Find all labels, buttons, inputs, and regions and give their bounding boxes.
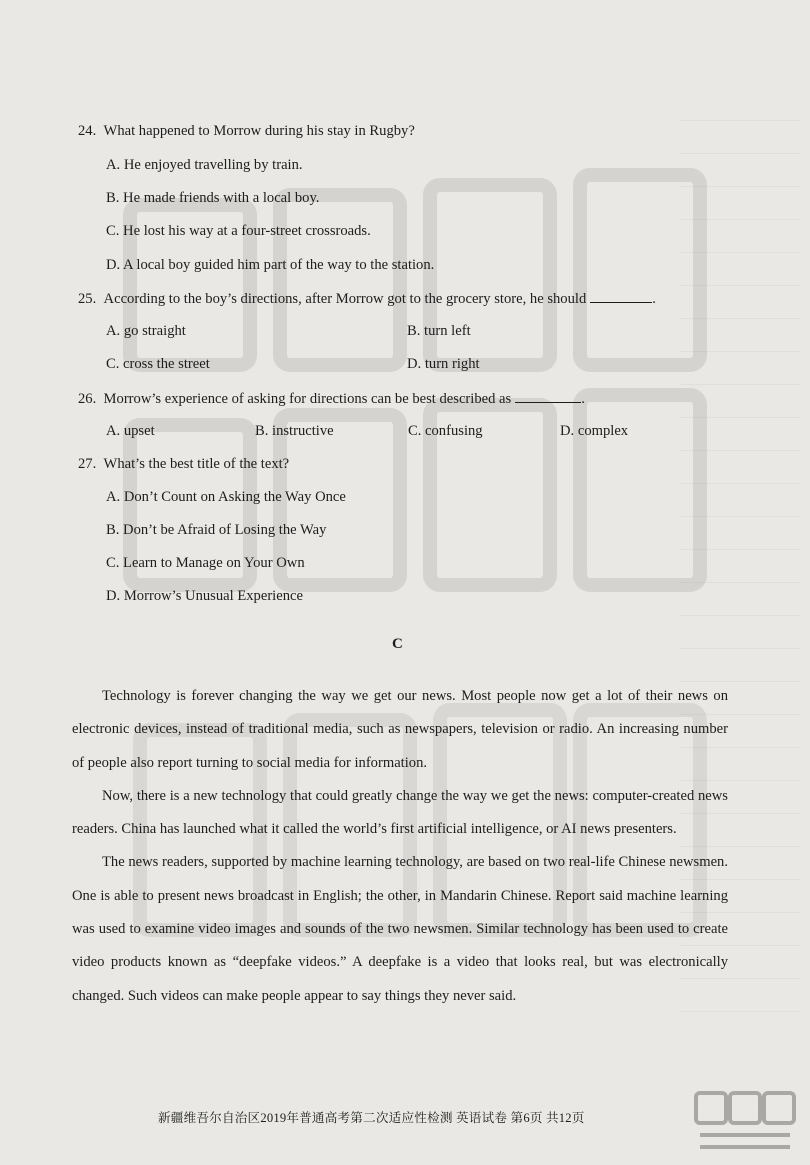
question-25-option-a: A. go straight [106, 323, 186, 339]
question-26: 26. Morrow’s experience of asking for directions can be best described as . [78, 391, 585, 407]
question-26-option-d: D. complex [560, 423, 629, 439]
answer-blank [515, 389, 581, 403]
question-25-option-b: B. turn left [407, 323, 471, 339]
passage-paragraph-2: Now, there is a new technology that could greatly change the way we get the news: computer-created news readers. China has launched what it called the world’s first artificial intelligence, or AI news presenters. [72, 787, 728, 838]
question-27: 27. What’s the best title of the text? [78, 456, 290, 472]
question-24: 24. What happened to Morrow during his stay in Rugby? [78, 123, 415, 139]
question-27-option-a: A. Don’t Count on Asking the Way Once [106, 489, 346, 505]
question-26-option-c: C. confusing [408, 423, 483, 439]
question-25: 25. According to the boy’s directions, after Morrow got to the grocery store, he should . [78, 291, 656, 307]
passage-paragraph-3: The news readers, supported by machine learning technology, are based on two real-life Chinese newsmen. One is able to present news broadcast in English; the other, in Mandarin Chinese. Report said machine learning was used to examine video images and sounds of the two newsmen. Similar technology has been used to create video products known as “deepfake videos.” A deepfake is a video that looks real, but was electronically changed. Such videos can make people appear to say things they never said. [72, 854, 728, 1004]
question-27-option-c: C. Learn to Manage on Your Own [106, 555, 305, 571]
page-footer: 新疆维吾尔自治区2019年普通高考第二次适应性检测 英语试卷 第6页 共12页 [158, 1111, 585, 1125]
corner-logo-icon [690, 1087, 800, 1157]
question-27-option-d: D. Morrow’s Unusual Experience [106, 588, 303, 604]
passage-paragraph-1: Technology is forever changing the way we get our news. Most people now get a lot of their news on electronic devices, instead of traditional media, such as newspapers, television or radio. An increasing number of people also report turning to social media for information. [72, 688, 728, 771]
answer-blank [590, 289, 652, 303]
question-26-option-b: B. instructive [255, 423, 334, 439]
question-24-option-d: D. A local boy guided him part of the way to the station. [106, 257, 435, 273]
question-26-option-a: A. upset [106, 423, 155, 439]
question-24-option-a: A. He enjoyed travelling by train. [106, 157, 303, 173]
question-27-option-b: B. Don’t be Afraid of Losing the Way [106, 522, 327, 538]
question-25-option-c: C. cross the street [106, 356, 210, 372]
section-heading: C [392, 636, 403, 652]
question-25-option-d: D. turn right [407, 356, 480, 372]
passage-c [72, 680, 728, 1013]
question-24-option-b: B. He made friends with a local boy. [106, 190, 320, 206]
question-24-option-c: C. He lost his way at a four-street crossroads. [106, 223, 371, 239]
